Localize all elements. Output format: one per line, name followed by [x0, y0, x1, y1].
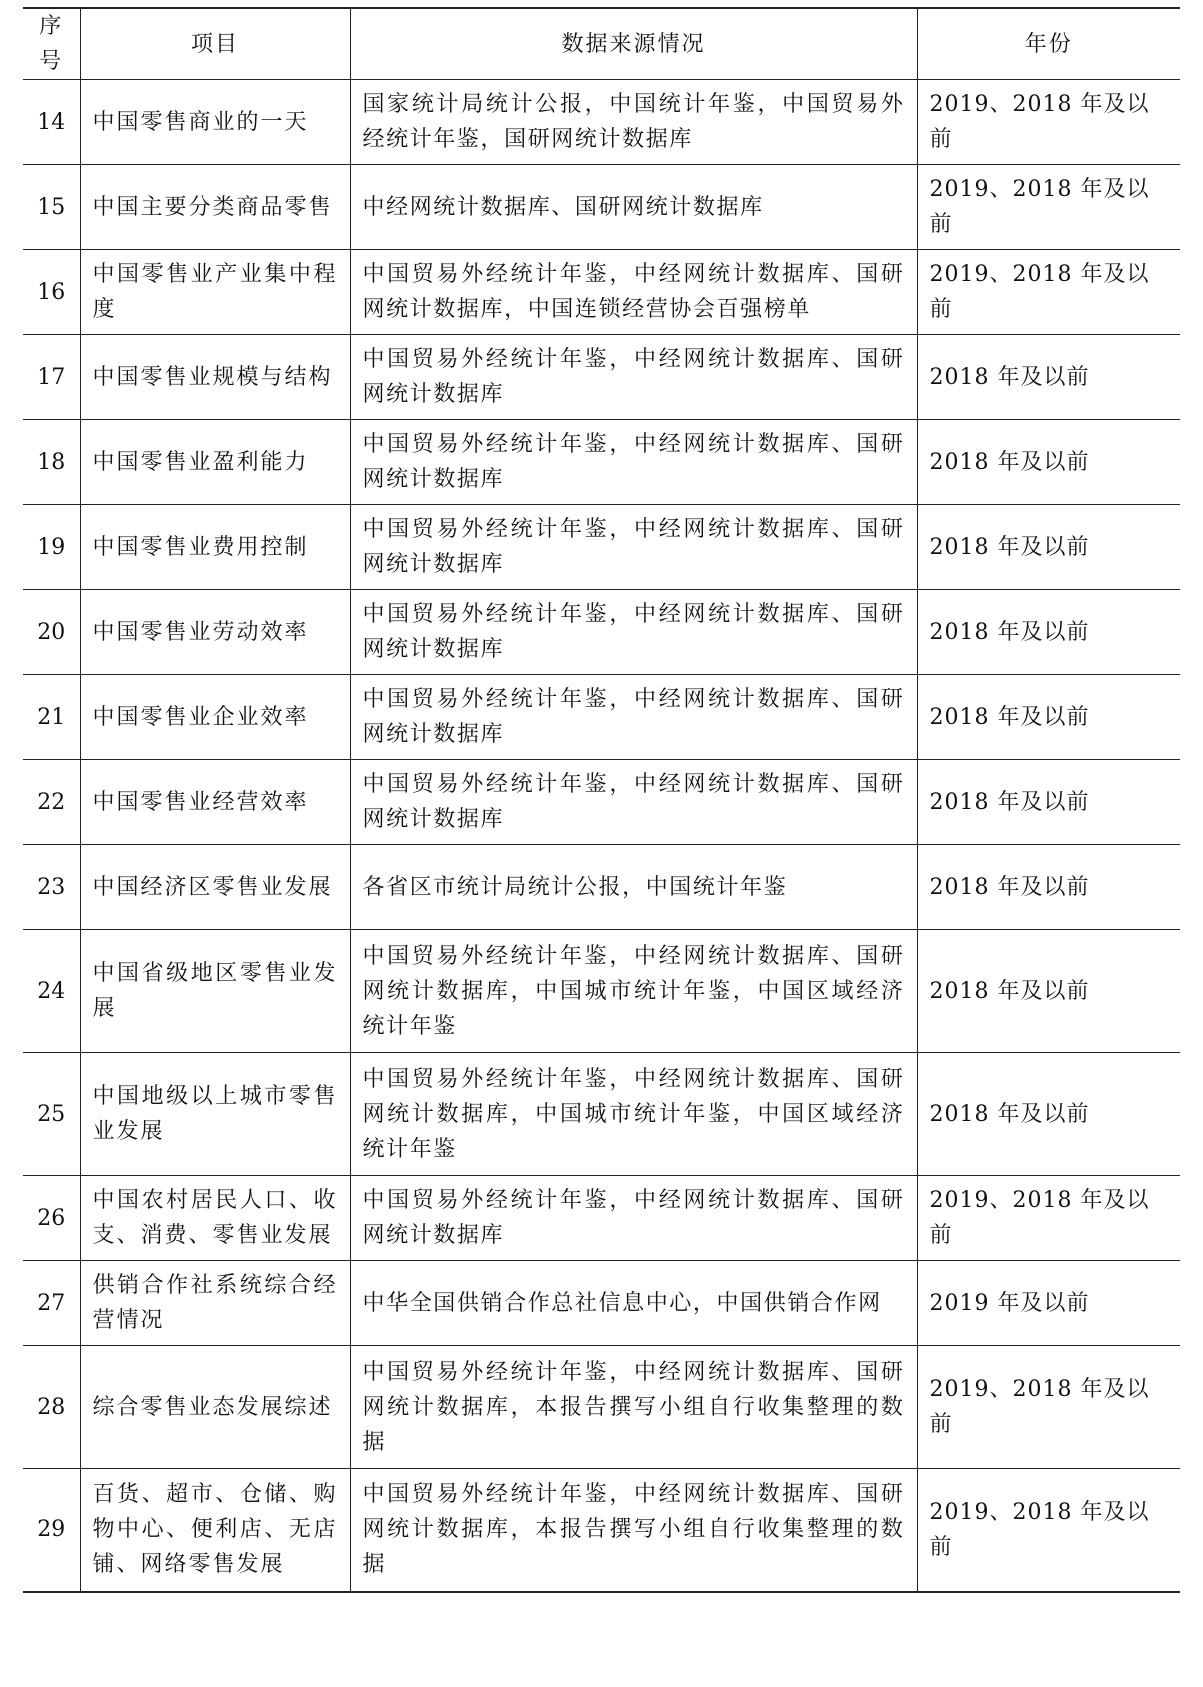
- table-row: [23, 845, 1180, 930]
- row-year-cell: 2018 年及以前: [917, 845, 1180, 930]
- row-item-cell: 中国零售业企业效率: [80, 675, 350, 760]
- header-source: 数据来源情况: [350, 8, 917, 80]
- row-source-cell: 中国贸易外经统计年鉴，中经网统计数据库、国研网统计数据库，本报告撰写小组自行收集整理的数据: [350, 1469, 917, 1592]
- row-seq-cell: 25: [23, 1053, 80, 1176]
- row-year-cell: 2018 年及以前: [917, 760, 1180, 845]
- row-year-cell: 2018 年及以前: [917, 505, 1180, 590]
- row-item-cell: 供销合作社系统综合经营情况: [80, 1261, 350, 1346]
- row-seq-cell: 19: [23, 505, 80, 590]
- row-seq-cell: 28: [23, 1346, 80, 1469]
- table-row: [23, 590, 1180, 675]
- row-source-cell: 中国贸易外经统计年鉴，中经网统计数据库、国研网统计数据库: [350, 420, 917, 505]
- row-year-cell: 2019、2018 年及以前: [917, 1469, 1180, 1592]
- row-year-cell: 2018 年及以前: [917, 930, 1180, 1053]
- header-year: 年份: [917, 8, 1180, 80]
- row-seq-cell: 24: [23, 930, 80, 1053]
- row-seq-cell: 21: [23, 675, 80, 760]
- row-item-cell: 中国零售商业的一天: [80, 80, 350, 165]
- row-source-cell: 中国贸易外经统计年鉴，中经网统计数据库、国研网统计数据库，本报告撰写小组自行收集整理的数据: [350, 1346, 917, 1469]
- row-item-cell: 中国经济区零售业发展: [80, 845, 350, 930]
- row-seq-cell: 27: [23, 1261, 80, 1346]
- row-year-cell: 2018 年及以前: [917, 675, 1180, 760]
- row-seq-cell: 15: [23, 165, 80, 250]
- row-item-cell: 中国零售业规模与结构: [80, 335, 350, 420]
- table-body: [23, 80, 1180, 1592]
- table-row: [23, 250, 1180, 335]
- table-row: [23, 165, 1180, 250]
- row-seq-cell: 22: [23, 760, 80, 845]
- row-seq-cell: 26: [23, 1176, 80, 1261]
- row-seq-cell: 29: [23, 1469, 80, 1592]
- table-row: [23, 1053, 1180, 1176]
- row-source-cell: 中国贸易外经统计年鉴，中经网统计数据库、国研网统计数据库: [350, 335, 917, 420]
- row-year-cell: 2018 年及以前: [917, 335, 1180, 420]
- row-year-cell: 2018 年及以前: [917, 590, 1180, 675]
- row-item-cell: 中国农村居民人口、收支、消费、零售业发展: [80, 1176, 350, 1261]
- row-item-cell: 综合零售业态发展综述: [80, 1346, 350, 1469]
- row-source-cell: 中国贸易外经统计年鉴，中经网统计数据库、国研网统计数据库，中国城市统计年鉴，中国区域经济统计年鉴: [350, 930, 917, 1053]
- row-year-cell: 2018 年及以前: [917, 1053, 1180, 1176]
- row-year-cell: 2019、2018 年及以前: [917, 165, 1180, 250]
- row-source-cell: 中国贸易外经统计年鉴，中经网统计数据库、国研网统计数据库: [350, 1176, 917, 1261]
- row-seq-cell: 20: [23, 590, 80, 675]
- row-seq-cell: 16: [23, 250, 80, 335]
- row-source-cell: 中国贸易外经统计年鉴，中经网统计数据库、国研网统计数据库: [350, 675, 917, 760]
- row-seq-cell: 18: [23, 420, 80, 505]
- row-source-cell: 国家统计局统计公报，中国统计年鉴，中国贸易外经统计年鉴，国研网统计数据库: [350, 80, 917, 165]
- table-row: [23, 930, 1180, 1053]
- row-item-cell: 百货、超市、仓储、购物中心、便利店、无店铺、网络零售发展: [80, 1469, 350, 1592]
- row-year-cell: 2018 年及以前: [917, 420, 1180, 505]
- table-row: [23, 1176, 1180, 1261]
- data-source-table: [23, 7, 1180, 1593]
- table-row: [23, 760, 1180, 845]
- row-seq-cell: 14: [23, 80, 80, 165]
- header-item: 项目: [80, 8, 350, 80]
- row-source-cell: 中国贸易外经统计年鉴，中经网统计数据库、国研网统计数据库，中国城市统计年鉴，中国区域经济统计年鉴: [350, 1053, 917, 1176]
- header-seq: 序号: [23, 8, 80, 80]
- table-row: [23, 1469, 1180, 1592]
- row-item-cell: 中国省级地区零售业发展: [80, 930, 350, 1053]
- row-source-cell: 中国贸易外经统计年鉴，中经网统计数据库、国研网统计数据库: [350, 760, 917, 845]
- row-seq-cell: 17: [23, 335, 80, 420]
- row-item-cell: 中国零售业费用控制: [80, 505, 350, 590]
- table-row: [23, 335, 1180, 420]
- table-row: [23, 675, 1180, 760]
- row-year-cell: 2019、2018 年及以前: [917, 1176, 1180, 1261]
- row-year-cell: 2019、2018 年及以前: [917, 1346, 1180, 1469]
- table-row: [23, 80, 1180, 165]
- data-source-table-wrapper: [23, 7, 1180, 1593]
- row-source-cell: 中华全国供销合作总社信息中心，中国供销合作网: [350, 1261, 917, 1346]
- row-item-cell: 中国零售业产业集中程度: [80, 250, 350, 335]
- row-item-cell: 中国地级以上城市零售业发展: [80, 1053, 350, 1176]
- table-header-row: [23, 8, 1180, 80]
- table-row: [23, 420, 1180, 505]
- row-source-cell: 中经网统计数据库、国研网统计数据库: [350, 165, 917, 250]
- row-source-cell: 各省区市统计局统计公报，中国统计年鉴: [350, 845, 917, 930]
- row-year-cell: 2019 年及以前: [917, 1261, 1180, 1346]
- row-seq-cell: 23: [23, 845, 80, 930]
- row-source-cell: 中国贸易外经统计年鉴，中经网统计数据库、国研网统计数据库: [350, 505, 917, 590]
- row-item-cell: 中国零售业盈利能力: [80, 420, 350, 505]
- row-source-cell: 中国贸易外经统计年鉴，中经网统计数据库、国研网统计数据库: [350, 590, 917, 675]
- row-year-cell: 2019、2018 年及以前: [917, 80, 1180, 165]
- table-row: [23, 1261, 1180, 1346]
- table-row: [23, 1346, 1180, 1469]
- row-item-cell: 中国零售业经营效率: [80, 760, 350, 845]
- row-item-cell: 中国零售业劳动效率: [80, 590, 350, 675]
- row-source-cell: 中国贸易外经统计年鉴，中经网统计数据库、国研网统计数据库，中国连锁经营协会百强榜单: [350, 250, 917, 335]
- row-item-cell: 中国主要分类商品零售: [80, 165, 350, 250]
- table-row: [23, 505, 1180, 590]
- row-year-cell: 2019、2018 年及以前: [917, 250, 1180, 335]
